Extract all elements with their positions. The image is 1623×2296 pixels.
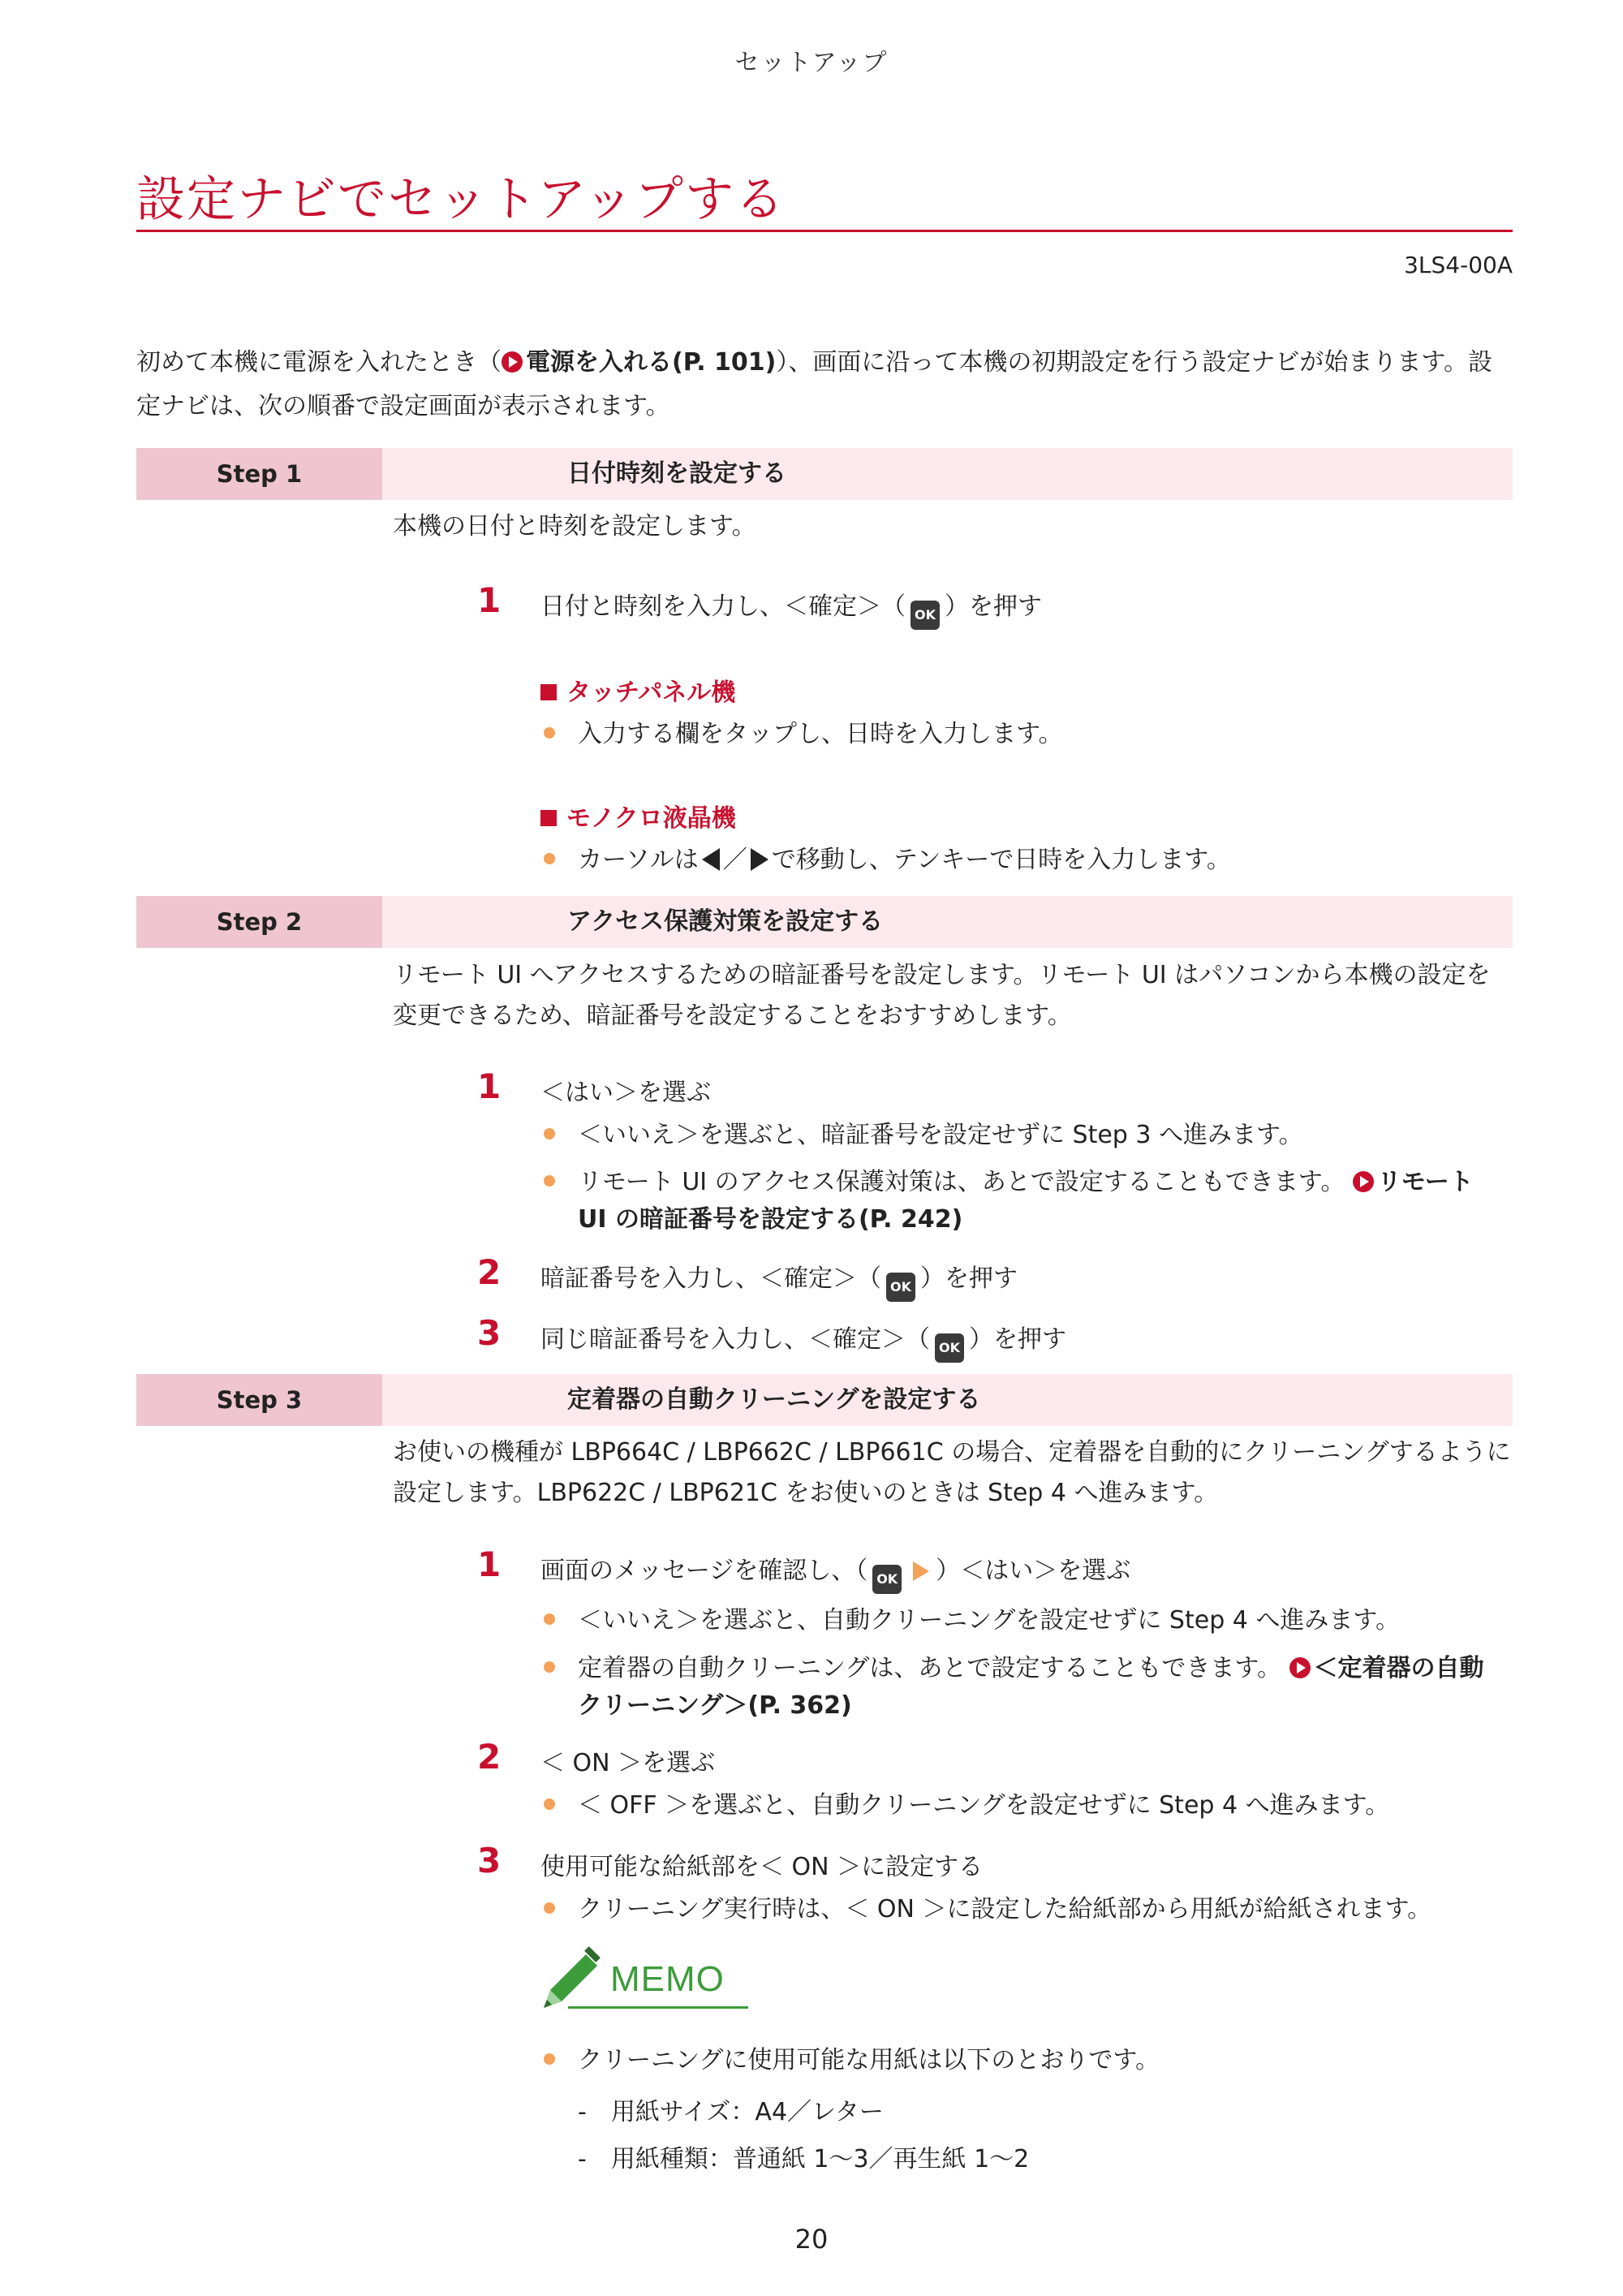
square-bullet-icon	[540, 684, 557, 700]
step3-bullet2-text	[578, 1650, 1509, 1725]
step2-description	[393, 955, 1513, 1036]
bullet-dot-icon	[544, 2053, 555, 2065]
ok-key-icon: OK	[872, 1565, 902, 1594]
step3-bullet4	[552, 1891, 1509, 1928]
bullet-dot-icon	[544, 1661, 555, 1673]
step3-item2-text: ＜ ON ＞を選ぶ	[540, 1749, 716, 1777]
step3-bullet3-text: ＜ OFF ＞を選ぶと、自動クリーニングを設定せずに Step 4 へ進みます。	[578, 1791, 1390, 1820]
bullet-dot-icon	[544, 853, 555, 864]
step3-item1-text-a: 画面のメッセージを確認し、（	[540, 1557, 868, 1585]
step1-description: 本機の日付と時刻を設定します。	[393, 512, 756, 541]
step1-item1-text-b: ）を押す	[945, 592, 1042, 621]
step3-item3-number: 3	[477, 1841, 502, 1880]
step2-bullet2	[552, 1164, 1509, 1238]
step2-bullet1	[552, 1117, 1509, 1154]
intro-text-before: 初めて本機に電源を入れたとき（	[136, 348, 502, 377]
bullet-dot-icon	[544, 1902, 555, 1914]
step3-bullet1-text: ＜いいえ＞を選ぶと、自動クリーニングを設定せずに Step 4 へ進みます。	[578, 1606, 1401, 1635]
step2-label: Step 2	[136, 896, 382, 948]
step3-bullet4-text: クリーニング実行時は、＜ ON ＞に設定した給紙部から用紙が給紙されます。	[578, 1895, 1432, 1923]
bullet-dot-icon	[544, 1798, 555, 1810]
link-remote-ui-pin-cont[interactable]: UI の暗証番号を設定する(P. 242)	[578, 1205, 963, 1234]
step3-title: 定着器の自動クリーニングを設定する	[382, 1374, 1513, 1426]
step1-label: Step 1	[136, 448, 382, 500]
memo-label: MEMO	[610, 1959, 725, 1999]
step3-desc-line1: お使いの機種が LBP664C / LBP662C / LBP661C の場合、定着器を自動的にクリーニングするように	[393, 1438, 1511, 1467]
step1-title: 日付時刻を設定する	[382, 448, 1513, 500]
right-arrow-key-icon	[751, 848, 768, 871]
step3-item1-text-b: ）＜はい＞を選ぶ	[936, 1557, 1131, 1585]
pencil-memo-icon	[536, 1943, 609, 2016]
page-title: 設定ナビでセットアップする	[136, 171, 786, 228]
step2-item2-number: 2	[477, 1252, 502, 1292]
link-arrow-icon[interactable]	[502, 351, 523, 373]
mono-bullet-separator: ／	[722, 846, 747, 874]
touch-panel-bullet-text: 入力する欄をタップし、日時を入力します。	[578, 720, 1063, 748]
touch-panel-bullet	[552, 716, 1509, 753]
step2-item1-text: ＜はい＞を選ぶ	[540, 1079, 711, 1107]
step2-bullet1-text: ＜いいえ＞を選ぶと、暗証番号を設定せずに Step 3 へ進みます。	[578, 1121, 1303, 1149]
mono-bullet-text-a: カーソルは	[578, 846, 699, 874]
step3-item1-text	[540, 1550, 1130, 1594]
step2-item3-text-b: ）を押す	[969, 1325, 1066, 1354]
ok-key-icon: OK	[935, 1333, 964, 1363]
link-fixing-cleaning[interactable]: ＜定着器の自動	[1313, 1654, 1484, 1682]
bullet-dot-icon	[544, 1128, 555, 1139]
step3-bar	[136, 1374, 1513, 1426]
intro-text-line2: 定ナビは、次の順番で設定画面が表示されます。	[136, 392, 670, 420]
step3-desc-line2: 設定します。LBP622C / LBP621C をお使いのときは Step 4 へ進みます。	[393, 1479, 1219, 1507]
step2-bullet2-text	[578, 1164, 1509, 1238]
step2-item3-text	[540, 1319, 1066, 1363]
step3-item1-number: 1	[477, 1544, 502, 1584]
bullet-dot-icon	[544, 727, 555, 739]
step1-item1-text	[540, 586, 1042, 630]
step3-bullet2	[552, 1650, 1509, 1725]
step2-bullet2-body: リモート UI のアクセス保護対策は、あとで設定することもできます。	[578, 1168, 1345, 1196]
touch-panel-heading-text: タッチパネル機	[566, 678, 736, 707]
left-arrow-key-icon	[702, 848, 720, 871]
square-bullet-icon	[540, 810, 557, 826]
link-arrow-icon[interactable]	[1289, 1657, 1311, 1678]
mono-bullet-text-b: で移動し、テンキーで日時を入力します。	[771, 846, 1231, 874]
mono-lcd-bullet	[552, 842, 1509, 879]
step2-item2-text-a: 暗証番号を入力し、＜確定＞（	[540, 1264, 881, 1293]
step3-description	[393, 1432, 1513, 1514]
step2-bar	[136, 896, 1513, 948]
bullet-dot-icon	[544, 1175, 555, 1187]
step2-title: アクセス保護対策を設定する	[382, 896, 1513, 948]
step3-bullet3	[552, 1787, 1509, 1824]
step1-item1-text-a: 日付と時刻を入力し、＜確定＞（	[540, 592, 906, 621]
link-remote-ui-pin[interactable]: リモート	[1376, 1168, 1474, 1196]
memo-bullet-text: クリーニングに使用可能な用紙は以下のとおりです。	[578, 2046, 1160, 2074]
step2-item3-number: 3	[477, 1313, 502, 1353]
page-number: 20	[794, 2224, 829, 2255]
memo-dash-paper-size: - 用紙サイズ：A4／レター	[578, 2098, 884, 2126]
step3-bullet1	[552, 1602, 1509, 1639]
step3-label: Step 3	[136, 1374, 382, 1426]
step3-bullet2-body: 定着器の自動クリーニングは、あとで設定することもできます。	[578, 1654, 1281, 1682]
step2-item1-number: 1	[477, 1066, 502, 1106]
link-arrow-icon[interactable]	[1353, 1171, 1374, 1192]
right-arrow-icon	[913, 1562, 929, 1581]
step2-desc-line1: リモート UI へアクセスするための暗証番号を設定します。リモート UI はパソコンから本機の設定を	[393, 961, 1491, 989]
step2-item3-text-a: 同じ暗証番号を入力し、＜確定＞（	[540, 1325, 930, 1354]
intro-paragraph	[136, 341, 1516, 429]
touch-panel-heading	[540, 672, 735, 708]
link-fixing-cleaning-cont[interactable]: クリーニング＞(P. 362)	[578, 1691, 852, 1720]
running-header: セットアップ	[734, 49, 889, 77]
step2-desc-line2: 変更できるため、暗証番号を設定することをおすすめします。	[393, 1002, 1072, 1030]
mono-lcd-heading	[540, 798, 736, 834]
step1-bar	[136, 448, 1513, 500]
step2-item2-text-b: ）を押す	[920, 1264, 1018, 1293]
title-divider	[136, 230, 1513, 232]
document-id: 3LS4-00A	[1404, 252, 1513, 278]
step2-item2-text	[540, 1258, 1018, 1302]
step1-item1-number: 1	[477, 580, 502, 620]
step3-item2-number: 2	[477, 1737, 502, 1777]
bullet-dot-icon	[544, 1613, 555, 1625]
ok-key-icon: OK	[886, 1273, 915, 1302]
step3-item3-text: 使用可能な給紙部を＜ ON ＞に設定する	[540, 1853, 984, 1881]
ok-key-icon: OK	[911, 601, 940, 630]
mono-lcd-bullet-text	[578, 842, 1509, 879]
link-power-on[interactable]: 電源を入れる(P. 101)	[526, 348, 777, 377]
mono-lcd-heading-text: モノクロ液晶機	[566, 804, 736, 833]
memo-dash-paper-type: - 用紙種類：普通紙 1〜3／再生紙 1〜2	[578, 2145, 1030, 2173]
memo-box	[536, 1943, 755, 2013]
intro-text-after: ）、画面に沿って本機の初期設定を行う設定ナビが始まります。設	[776, 348, 1492, 377]
memo-bullet	[552, 2042, 1509, 2079]
memo-underline	[568, 2006, 748, 2009]
